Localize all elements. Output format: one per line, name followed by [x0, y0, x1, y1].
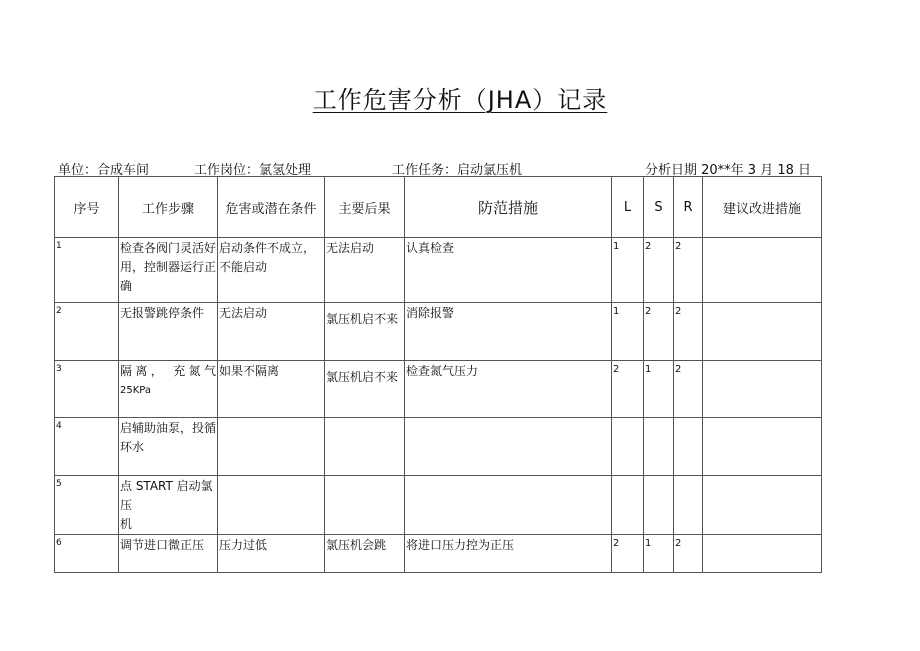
row-step	[119, 303, 218, 361]
row-step	[119, 361, 218, 418]
row-no: 6	[55, 535, 119, 573]
row-consequence: 无法启动	[325, 238, 405, 303]
row-hazard	[218, 476, 325, 535]
step-line: 隔离， 充氮气	[120, 364, 216, 378]
row-measures	[405, 418, 612, 476]
header-measures: 防范措施	[405, 177, 612, 238]
step-line: 调节进口微正压	[120, 538, 205, 552]
table-row	[55, 476, 822, 535]
row-no: 3	[55, 361, 119, 418]
row-step	[119, 535, 218, 573]
row-l: 2	[612, 361, 644, 418]
hazard-line: 无法启动	[219, 306, 268, 320]
row-step	[119, 476, 218, 535]
row-r	[674, 418, 703, 476]
row-r: 2	[674, 361, 703, 418]
row-no: 2	[55, 303, 119, 361]
header-consequence: 主要后果	[325, 177, 405, 238]
row-no: 5	[55, 476, 119, 535]
table-row	[55, 238, 822, 303]
row-hazard	[218, 418, 325, 476]
row-measures: 检查氮气压力	[405, 361, 612, 418]
step-line: 确	[120, 279, 133, 293]
row-l: 1	[612, 303, 644, 361]
row-improve	[703, 476, 822, 535]
table-row	[55, 535, 822, 573]
row-s	[644, 418, 674, 476]
row-step	[119, 418, 218, 476]
header-r: R	[674, 177, 703, 238]
step-line: 环水	[120, 440, 145, 454]
hazard-line: 启动条件不成立，	[219, 241, 316, 255]
table-row	[55, 418, 822, 476]
row-l	[612, 476, 644, 535]
row-measures: 消除报警	[405, 303, 612, 361]
row-s: 1	[644, 535, 674, 573]
step-line: 25KPa	[120, 385, 151, 396]
row-r	[674, 476, 703, 535]
row-s: 2	[644, 303, 674, 361]
row-hazard	[218, 361, 325, 418]
row-consequence	[325, 361, 405, 418]
row-improve	[703, 361, 822, 418]
step-line: 点 START 启动氯压	[120, 479, 213, 512]
row-l	[612, 418, 644, 476]
row-hazard	[218, 303, 325, 361]
header-improve: 建议改进措施	[703, 177, 822, 238]
hazard-line: 压力过低	[219, 538, 268, 552]
row-hazard	[218, 535, 325, 573]
task-label: 工作任务：启动氯压机	[392, 163, 523, 178]
row-improve	[703, 238, 822, 303]
row-measures: 将进口压力控为正压	[405, 535, 612, 573]
consequence-text: 氯压机启不来	[326, 312, 399, 326]
row-s: 1	[644, 361, 674, 418]
row-consequence	[325, 418, 405, 476]
step-line: 启辅助油泵，投循	[120, 421, 217, 435]
hazard-line: 不能启动	[219, 260, 268, 274]
document-title: 工作危害分析（JHA）记录	[312, 86, 608, 114]
row-no: 4	[55, 418, 119, 476]
row-no: 1	[55, 238, 119, 303]
header-hazard: 危害或潜在条件	[218, 177, 325, 238]
row-s	[644, 476, 674, 535]
row-improve	[703, 535, 822, 573]
row-consequence	[325, 303, 405, 361]
row-s: 2	[644, 238, 674, 303]
row-l: 1	[612, 238, 644, 303]
row-improve	[703, 303, 822, 361]
step-line: 用，控制器运行正	[120, 260, 217, 274]
row-improve	[703, 418, 822, 476]
row-step	[119, 238, 218, 303]
unit-label: 单位：合成车间	[58, 163, 150, 178]
header-step: 工作步骤	[119, 177, 218, 238]
hazard-line: 如果不隔离	[219, 364, 280, 378]
step-line: 检查各阀门灵活好	[120, 241, 217, 255]
row-l: 2	[612, 535, 644, 573]
row-hazard	[218, 238, 325, 303]
post-label: 工作岗位：氯氢处理	[194, 163, 312, 178]
row-consequence	[325, 476, 405, 535]
header-no: 序号	[55, 177, 119, 238]
table-row	[55, 361, 822, 418]
table-row	[55, 303, 822, 361]
consequence-text: 氯压机启不来	[326, 370, 399, 384]
row-r: 2	[674, 535, 703, 573]
row-r: 2	[674, 303, 703, 361]
row-r: 2	[674, 238, 703, 303]
header-s: S	[644, 177, 674, 238]
step-line: 机	[120, 517, 133, 531]
step-line: 无报警跳停条件	[120, 306, 205, 320]
row-measures	[405, 476, 612, 535]
header-l: L	[612, 177, 644, 238]
date-label: 分析日期 20**年 3 月 18 日	[645, 163, 812, 178]
jha-table	[54, 176, 822, 573]
row-consequence: 氯压机会跳	[325, 535, 405, 573]
row-measures: 认真检查	[405, 238, 612, 303]
